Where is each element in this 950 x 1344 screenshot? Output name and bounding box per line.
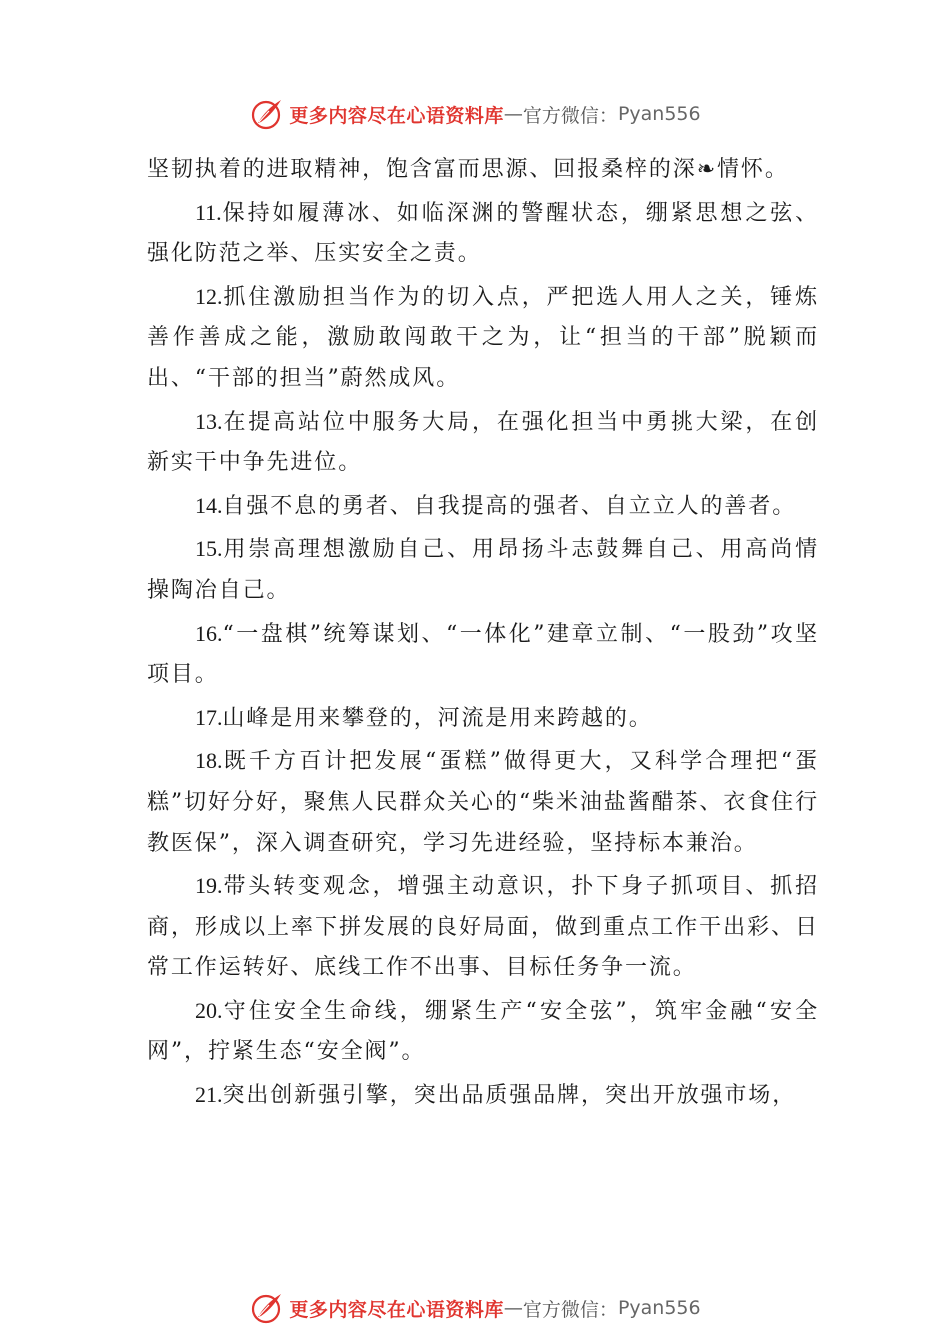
- header-label: 官方微信：: [522, 104, 618, 127]
- list-item-21: 21.突出创新强引擎，突出品质强品牌，突出开放强市场，: [195, 1082, 797, 1109]
- document-body: [147, 150, 819, 1119]
- footer-label: 官方微信：: [522, 1298, 618, 1321]
- list-item-17: 17.山峰是用来攀登的，河流是用来跨越的。: [195, 704, 653, 731]
- list-item-11: 11.保持如履薄冰、如临深渊的警醒状态，绷紧思想之弦、强化防范之举、压实安全之责。: [147, 199, 819, 267]
- footer-dash: —: [503, 1297, 523, 1319]
- list-item-18: 18.既千方百计把发展“蛋糕”做得更大，又科学合理把“蛋糕”切好分好，聚焦人民群众关心的“柴米油盐酱醋茶、衣食住行教医保”，深入调查研究，学习先进经验，坚持标本兼治。: [147, 748, 819, 856]
- quill-logo-icon: [249, 96, 285, 132]
- footer-banner: [0, 1288, 950, 1328]
- list-item-13: 13.在提高站位中服务大局，在强化担当中勇挑大梁，在创新实干中争先进位。: [147, 408, 819, 476]
- list-item-14: 14.自强不息的勇者、自我提高的强者、自立立人的善者。: [195, 492, 797, 519]
- header-brand: 更多内容尽在心语资料库: [289, 104, 504, 127]
- list-item-20: 20.守住安全生命线，绷紧生产“安全弦”，筑牢金融“安全网”，拧紧生态“安全阀”。: [147, 997, 819, 1065]
- list-item-12: 12.抓住激励担当作为的切入点，严把选人用人之关，锤炼善作善成之能，激励敢闯敢干之为，让“担当的干部”脱颖而出、“干部的担当”蔚然成风。: [147, 283, 819, 391]
- list-item-16: 16.“一盘棋”统筹谋划、“一体化”建章立制、“一股劲”攻坚项目。: [147, 620, 819, 688]
- paragraph-continuation: 坚韧执着的进取精神，饱含富而思源、回报桑梓的深❧情怀。: [147, 157, 789, 182]
- header-handle: Pyan556: [617, 103, 701, 125]
- list-item-19: 19.带头转变观念，增强主动意识，扑下身子抓项目、抓招商，形成以上率下拼发展的良好局面，做到重点工作干出彩、日常工作运转好、底线工作不出事、目标任务争一流。: [147, 873, 819, 981]
- footer-handle: Pyan556: [617, 1297, 701, 1319]
- header-banner: [0, 94, 950, 134]
- list-item-15: 15.用崇高理想激励自己、用昂扬斗志鼓舞自己、用高尚情操陶冶自己。: [147, 536, 819, 603]
- header-dash: —: [503, 103, 523, 125]
- quill-logo-icon: [249, 1290, 285, 1326]
- footer-brand: 更多内容尽在心语资料库: [289, 1298, 504, 1321]
